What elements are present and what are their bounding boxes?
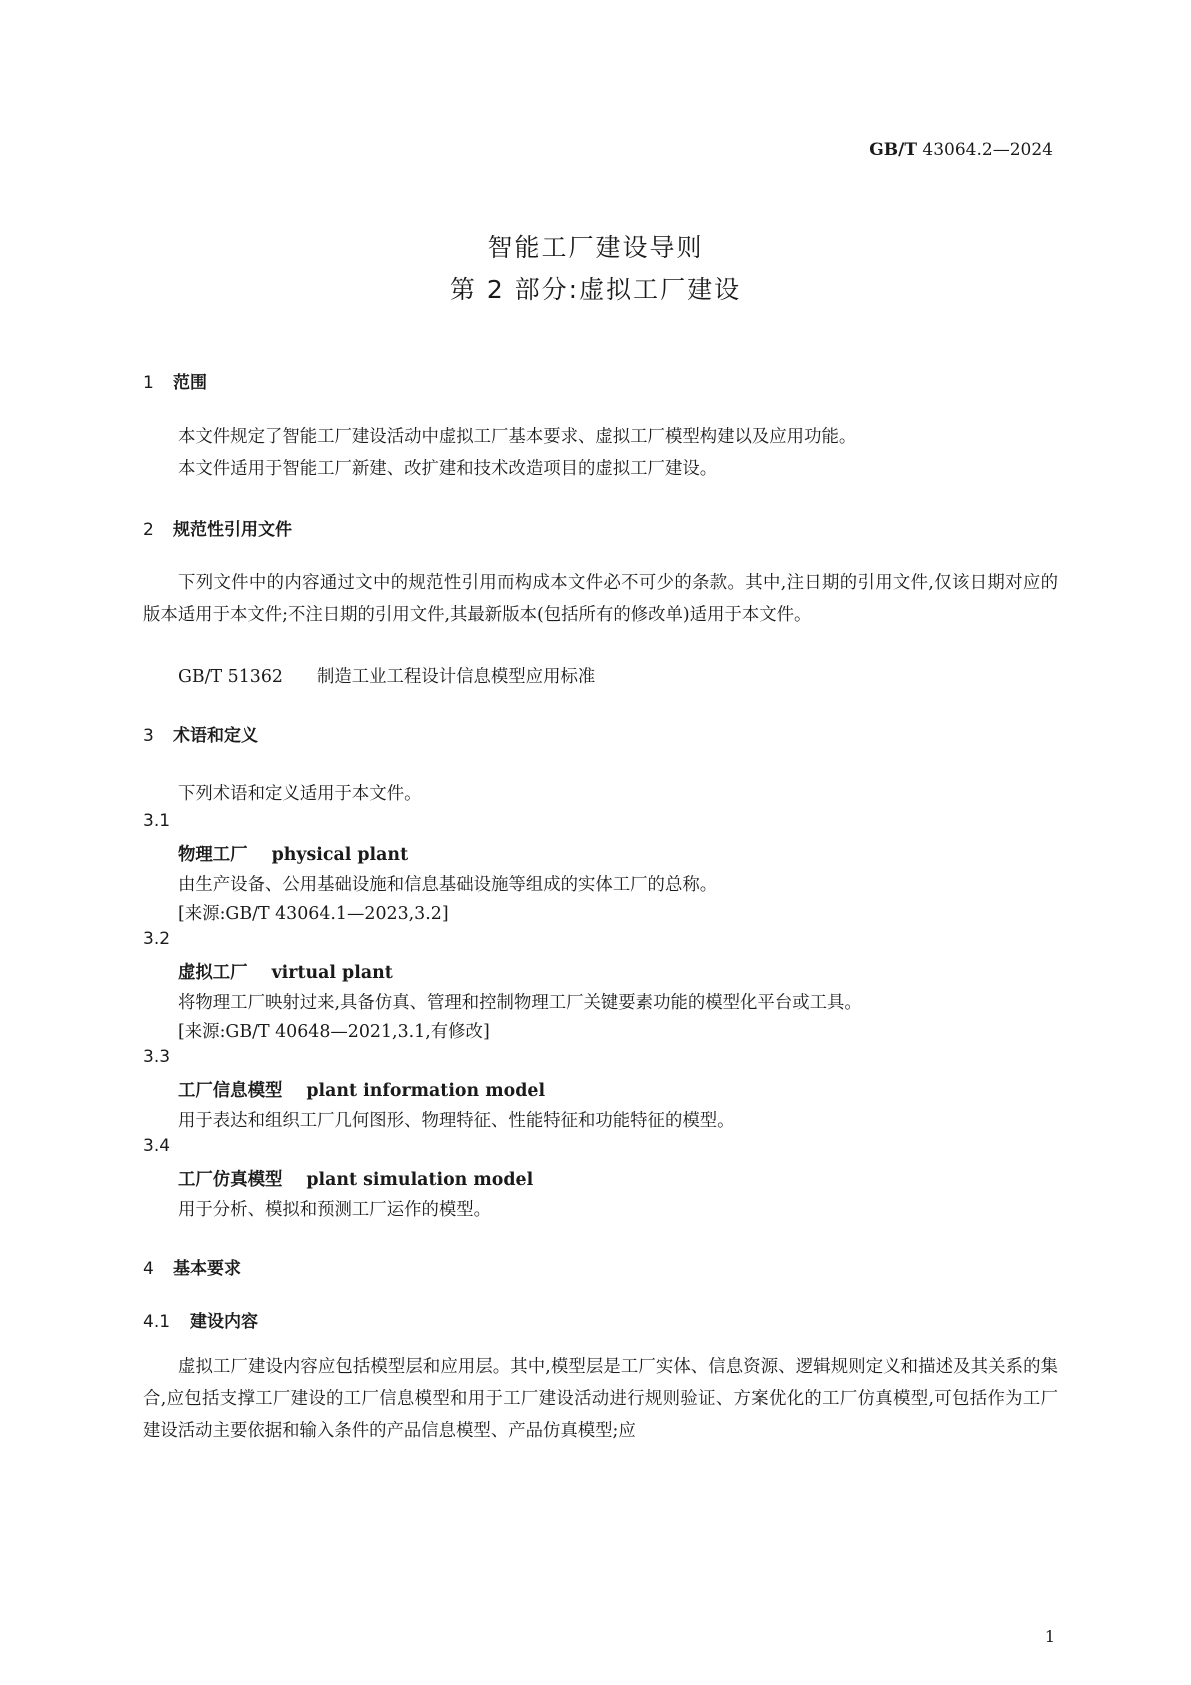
paragraph: 下列文件中的内容通过文中的规范性引用而构成本文件必不可少的条款。其中,注日期的引用文件,仅该日期对应的版本适用于本文件;不注日期的引用文件,其最新版本(包括所有的修改单)适用于本文件。 <box>143 573 1058 625</box>
term-entry: 工厂信息模型 plant information model <box>178 1081 546 1101</box>
subsection-heading-4-1: 4.1 建设内容 <box>143 1312 258 1332</box>
term-number: 3.2 <box>143 929 171 949</box>
terms-intro: 下列术语和定义适用于本文件。 <box>178 784 422 804</box>
term-entry: 物理工厂 physical plant <box>178 845 409 865</box>
standard-number: GB/T 43064.2—2024 <box>869 140 1053 160</box>
paragraph: 本文件适用于智能工厂新建、改扩建和技术改造项目的虚拟工厂建设。 <box>178 459 718 479</box>
section-heading-3: 3 术语和定义 <box>143 726 258 746</box>
term-entry: 虚拟工厂 virtual plant <box>178 963 393 983</box>
term-source: [来源:GB/T 43064.1—2023,3.2] <box>178 904 449 924</box>
section-heading-4: 4 基本要求 <box>143 1259 241 1279</box>
normative-reference: GB/T 51362 制造工业工程设计信息模型应用标准 <box>178 667 596 687</box>
section-1-body <box>143 421 1058 485</box>
page-number: 1 <box>1044 1627 1055 1646</box>
term-source: [来源:GB/T 40648—2021,3.1,有修改] <box>178 1022 490 1042</box>
term-number: 3.3 <box>143 1047 171 1067</box>
section-4-1-body <box>143 1351 1058 1447</box>
section-heading-1: 1 范围 <box>143 373 207 393</box>
term-definition: 将物理工厂映射过来,具备仿真、管理和控制物理工厂关键要素功能的模型化平台或工具。 <box>178 993 862 1013</box>
document-title: 智能工厂建设导则 <box>487 233 704 262</box>
paragraph: 虚拟工厂建设内容应包括模型层和应用层。其中,模型层是工厂实体、信息资源、逻辑规则定义和描述及其关系的集合,应包括支撑工厂建设的工厂信息模型和用于工厂建设活动进行规则验证、方案优化的工厂仿真模型,可包括作为工厂建设活动主要依据和输入条件的产品信息模型、产品仿真模型;应 <box>143 1357 1058 1441</box>
term-definition: 用于表达和组织工厂几何图形、物理特征、性能特征和功能特征的模型。 <box>178 1111 735 1131</box>
section-2-body <box>143 567 1058 631</box>
paragraph: 本文件规定了智能工厂建设活动中虚拟工厂基本要求、虚拟工厂模型构建以及应用功能。 <box>178 427 857 447</box>
term-number: 3.1 <box>143 811 171 831</box>
document-subtitle: 第 2 部分:虚拟工厂建设 <box>449 275 742 304</box>
term-definition: 用于分析、模拟和预测工厂运作的模型。 <box>178 1200 492 1220</box>
section-heading-2: 2 规范性引用文件 <box>143 520 292 540</box>
term-definition: 由生产设备、公用基础设施和信息基础设施等组成的实体工厂的总称。 <box>178 875 718 895</box>
term-number: 3.4 <box>143 1136 171 1156</box>
term-entry: 工厂仿真模型 plant simulation model <box>178 1170 534 1190</box>
